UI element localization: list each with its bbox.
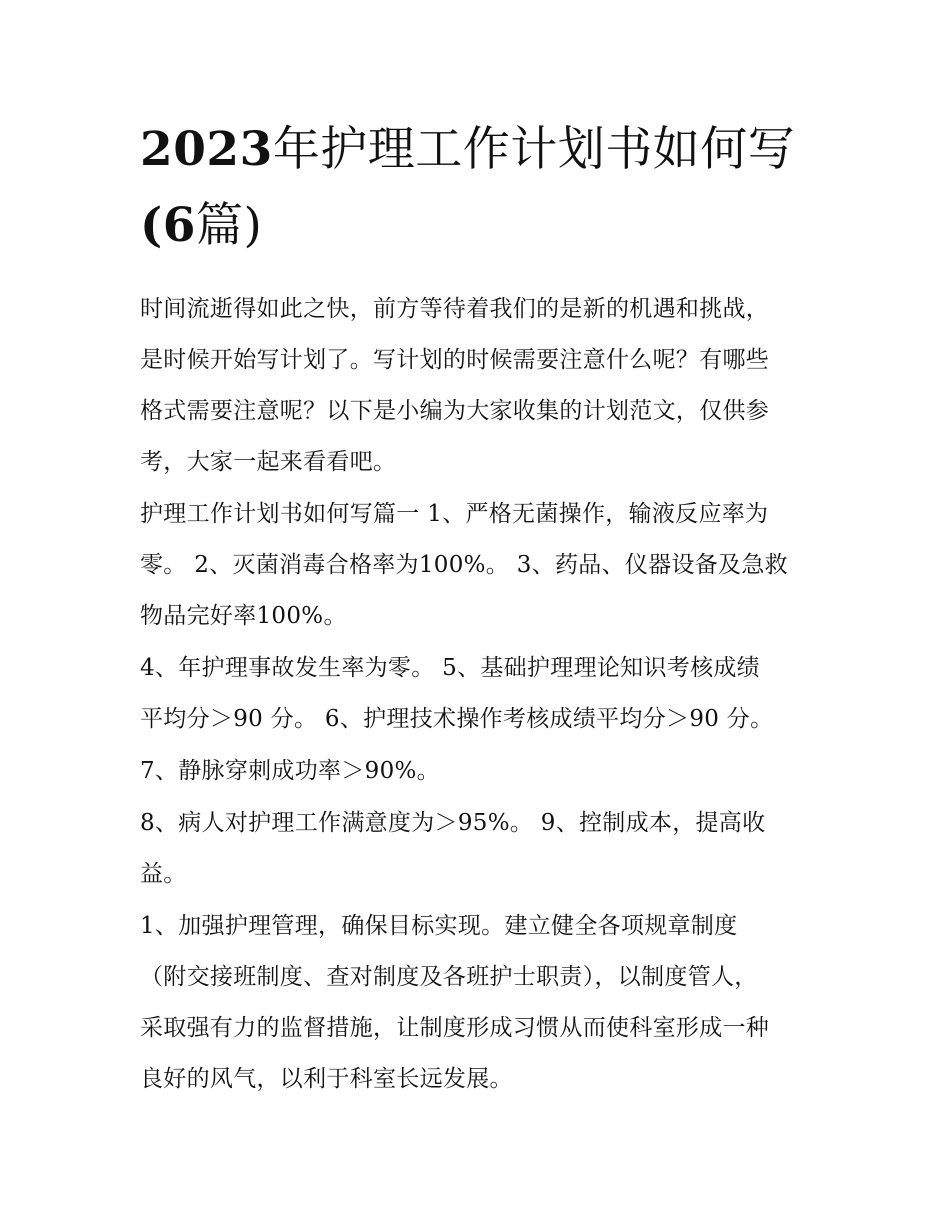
text-line: 时间流逝得如此之快，前方等待着我们的是新的机遇和挑战， — [140, 296, 770, 322]
page-title — [140, 112, 820, 264]
text-line: 1、加强护理管理，确保目标实现。建立健全各项规章制度 — [140, 913, 738, 939]
text-line: 考，大家一起来看看吧。 — [140, 449, 397, 475]
title-year: 2023 — [140, 122, 273, 177]
document-page — [140, 112, 820, 1106]
text-line: 护理工作计划书如何写篇一 1、严格无菌操作，输液反应率为 — [140, 501, 769, 527]
text-line: 4、年护理事故发生率为零。 5、基础护理理论知识考核成绩 — [140, 655, 760, 681]
goals-paragraph-2 — [140, 643, 820, 745]
title-count-suffix: 篇) — [195, 198, 263, 253]
text-line: 益。 — [140, 861, 187, 887]
text-line: 7、静脉穿刺成功率＞90%。 — [140, 758, 440, 784]
text-line: 零。 2、灭菌消毒合格率为100%。 3、药品、仪器设备及急救 — [140, 552, 788, 578]
title-count: (6 — [140, 198, 196, 253]
title-line-1 — [140, 112, 820, 188]
title-line-2 — [140, 188, 820, 264]
text-line: 是时候开始写计划了。写计划的时候需要注意什么呢？有哪些 — [140, 347, 770, 373]
goals-paragraph-1 — [140, 489, 820, 642]
text-line: 物品完好率100%。 — [140, 603, 347, 629]
measures-paragraph — [140, 901, 820, 1105]
intro-paragraph — [140, 284, 820, 488]
text-line: 8、病人对护理工作满意度为＞95%。 9、控制成本，提高收 — [140, 810, 766, 836]
text-line: 格式需要注意呢？以下是小编为大家收集的计划范文，仅供参 — [140, 398, 770, 424]
text-line: （附交接班制度、查对制度及各班护士职责），以制度管人， — [140, 964, 758, 990]
text-line: 平均分＞90 分。 6、护理技术操作考核成绩平均分＞90 分。 — [140, 706, 774, 732]
goals-paragraph-4 — [140, 798, 820, 900]
text-line: 采取强有力的监督措施，让制度形成习惯从而使科室形成一种 — [140, 1015, 770, 1041]
goals-paragraph-3 — [140, 746, 820, 797]
text-line: 良好的风气，以利于科室长远发展。 — [140, 1066, 513, 1092]
title-text: 年护理工作计划书如何写 — [272, 122, 796, 177]
